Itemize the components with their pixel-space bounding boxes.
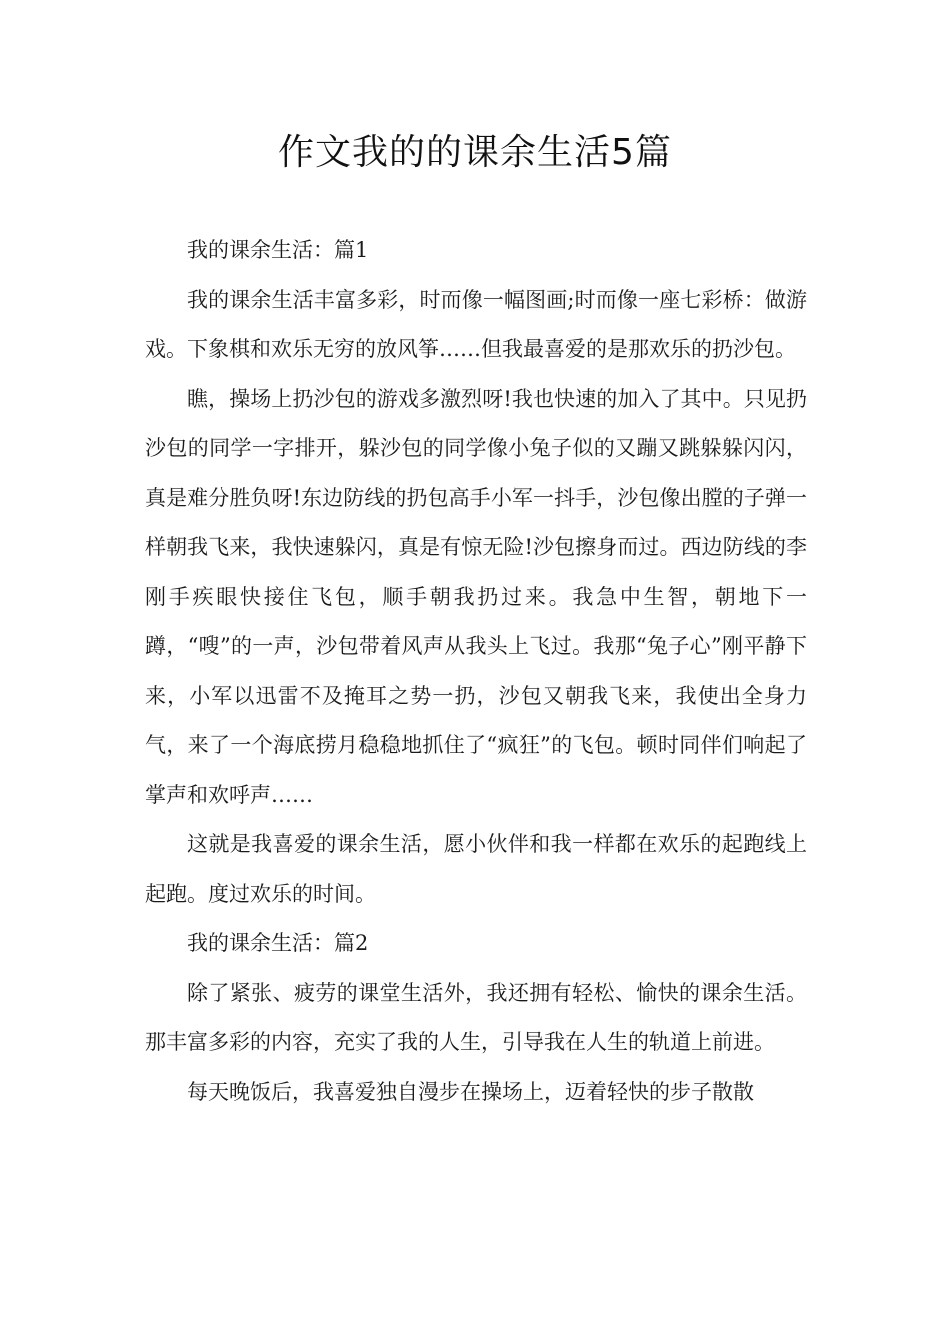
section-heading-1: 我的课余生活：篇1 [187, 238, 369, 262]
paragraph: 瞧，操场上扔沙包的游戏多激烈呀!我也快速的加入了其中。只见扔沙包的同学一字排开，躲沙包的同学像小兔子似的又蹦又跳躲躲闪闪，真是难分胜负呀!东边防线的扔包高手小军一抖手，沙包像出膛的子弹一样朝我飞来，我快速躲闪，真是有惊无险!沙包擦身而过。西边防线的李刚手疾眼快接住飞包，顺手朝我扔过来。我急中生智，朝地下一蹲，“嗖”的一声，沙包带着风声从我头上飞过。我那“兔子心”刚平静下来，小军以迅雷不及掩耳之势一扔，沙包又朝我飞来，我使出全身力气，来了一个海底捞月稳稳地抓住了“疯狂”的飞包。顿时同伴们响起了掌声和欢呼声…… [145, 386, 807, 807]
paragraph: 这就是我喜爱的课余生活，愿小伙伴和我一样都在欢乐的起跑线上起跑。度过欢乐的时间。 [145, 832, 807, 906]
paragraph: 我的课余生活丰富多彩，时而像一幅图画;时而像一座七彩桥：做游戏。下象棋和欢乐无穷的放风筝……但我最喜爱的是那欢乐的扔沙包。 [145, 287, 807, 361]
section-heading-2: 我的课余生活：篇2 [187, 931, 369, 955]
paragraph: 每天晚饭后，我喜爱独自漫步在操场上，迈着轻快的步子散散 [187, 1079, 754, 1104]
document-body [145, 226, 807, 1117]
document-title: 作文我的的课余生活5篇 [278, 132, 672, 173]
paragraph: 除了紧张、疲劳的课堂生活外，我还拥有轻松、愉快的课余生活。那丰富多彩的内容，充实了我的人生，引导我在人生的轨道上前进。 [145, 980, 807, 1054]
